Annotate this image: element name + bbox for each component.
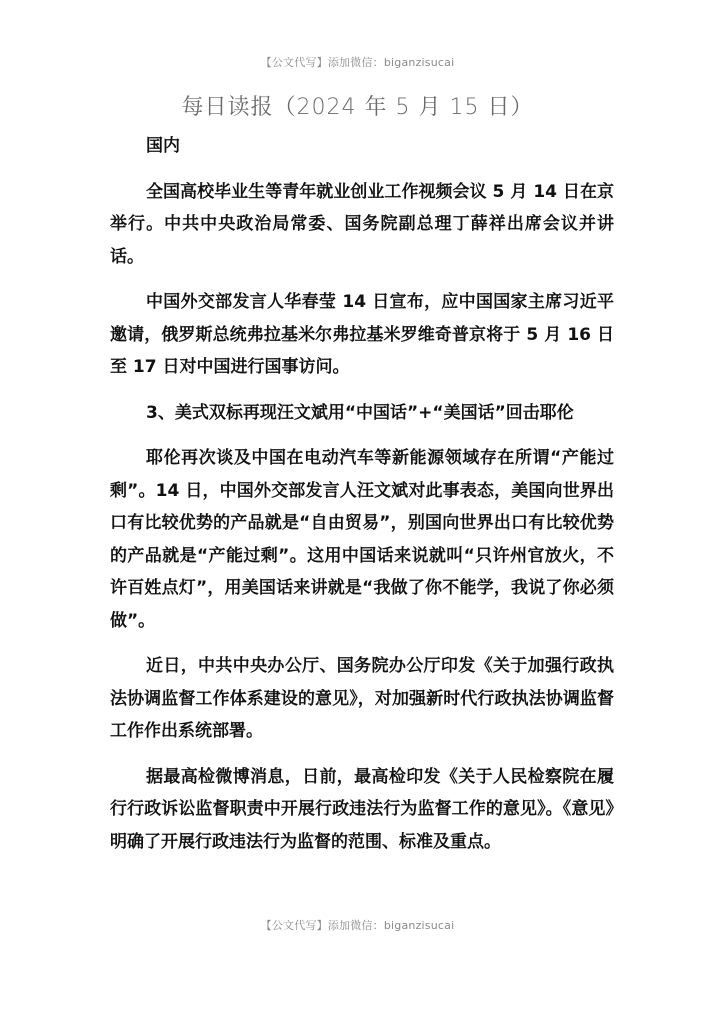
page-title: 每日读报（2024 年 5 月 15 日） [181,95,534,120]
watermark-top: 【公文代写】添加微信：biganzisucai [260,56,455,69]
paragraph-5: 近日，中共中央办公厅、国务院办公厅印发《关于加强行政执法协调监督工作体系建设的意见》，对加强新时代行政执法协调监督工作作出系统部署。 [110,656,614,741]
paragraph-2: 中国外交部发言人华春莹 14 日宣布，应中国国家主席习近平邀请，俄罗斯总统弗拉基米尔弗拉基米罗维奇普京将于 5 月 16 日至 17 日对中国进行国事访问。 [110,292,614,377]
section-heading-domestic: 国内 [146,136,180,156]
paragraph-3-heading: 3、美式双标再现汪文斌用“中国话”+“美国话”回击耶伦 [146,402,574,423]
watermark-bottom: 【公文代写】添加微信：biganzisucai [260,919,455,932]
article-body [110,130,614,871]
paragraph-1: 全国高校毕业生等青年就业创业工作视频会议 5 月 14 日在京举行。中共中央政治局常委、国务院副总理丁薛祥出席会议并讲话。 [110,181,614,267]
paragraph-6: 据最高检微博消息，日前，最高检印发《关于人民检察院在履行行政诉讼监督职责中开展行政违法行为监督工作的意见》。《意见》明确了开展行政违法行为监督的范围、标准及重点。 [110,766,614,852]
paragraph-4: 耶伦再次谈及中国在电动汽车等新能源领域存在所谓“产能过剩”。14 日，中国外交部发言人汪文斌对此事表态，美国向世界出口有比较优势的产品就是“自由贸易”，别国向世界出口有比较优势的产品就是“产能过剩”。这用中国话来说就叫“只许州官放火，不许百姓点灯”，用美国话来讲就是“我做了你不能学，我说了你必须做”。 [110,448,614,631]
